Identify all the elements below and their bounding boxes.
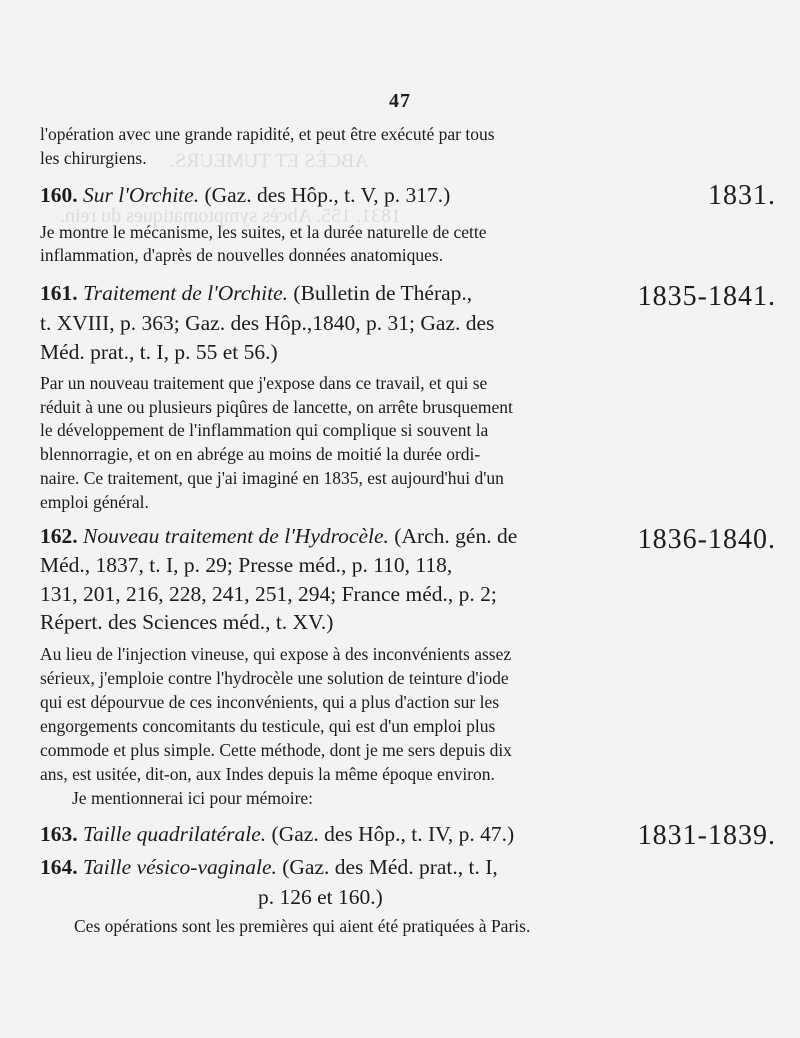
text-line: l'opération avec une grande rapidité, et peut être exécuté par tous (40, 124, 495, 144)
entry-title: Traitement de l'Orchite. (83, 281, 289, 305)
text-line: p. 126 et 160.) (258, 885, 383, 909)
text-line: Je mentionnerai ici pour mémoire: (72, 788, 314, 808)
text-line: Méd. prat., t. I, p. 55 et 56.) (40, 340, 278, 364)
entry-title: Nouveau traitement de l'Hydrocèle. (83, 524, 389, 548)
entry-title: Taille vésico-vaginale. (83, 855, 277, 879)
entry-161-year: 1835-1841. (637, 281, 776, 312)
entry-number: 160. (40, 183, 78, 207)
text-line: Répert. des Sciences méd., t. XV.) (40, 610, 334, 634)
text-line: Ces opérations sont les premières qui aient été pratiquées à Paris. (74, 916, 531, 936)
bleed-through-text: ABCÈS ET TUMEURS. (170, 150, 369, 172)
text-line: Je montre le mécanisme, les suites, et la durée naturelle de cette (40, 222, 487, 242)
entry-title: Sur l'Orchite. (83, 183, 200, 207)
entry-163-heading (40, 822, 514, 847)
text-line: emploi général. (40, 492, 149, 512)
text-line: naire. Ce traitement, que j'ai imaginé en 1835, est aujourd'hui d'un (40, 468, 504, 488)
entry-164-heading (40, 855, 498, 880)
entry-161-heading (40, 281, 472, 306)
entry-reference: (Gaz. des Hôp., t. V, p. 317.) (204, 183, 451, 207)
entry-number: 163. (40, 822, 78, 846)
text-line: les chirurgiens. (40, 148, 147, 168)
entry-number: 161. (40, 281, 78, 305)
text-line: qui est dépourvue de ces inconvénients, qui a plus d'action sur les (40, 692, 500, 712)
text-line: blennorragie, et on en abrége au moins de moitié la durée ordi- (40, 444, 481, 464)
text-line: Au lieu de l'injection vineuse, qui expose à des inconvénients assez (40, 644, 512, 664)
entry-162-year: 1836-1840. (637, 524, 776, 555)
entry-160-heading (40, 183, 450, 208)
text-line: 131, 201, 216, 228, 241, 251, 294; France méd., p. 2; (40, 582, 497, 606)
text-line: t. XVIII, p. 363; Gaz. des Hôp.,1840, p. 31; Gaz. des (40, 311, 495, 335)
entry-reference: (Bulletin de Thérap., (293, 281, 473, 305)
entry-160-year: 1831. (708, 180, 776, 211)
text-line: Méd., 1837, t. I, p. 29; Presse méd., p. 110, 118, (40, 553, 453, 577)
entry-reference: (Arch. gén. de (394, 524, 518, 548)
entry-title: Taille quadrilatérale. (83, 822, 267, 846)
text-line: sérieux, j'emploie contre l'hydrocèle une solution de teinture d'iode (40, 668, 509, 688)
page-number: 47 (389, 90, 411, 112)
text-line: Par un nouveau traitement que j'expose dans ce travail, et qui se (40, 373, 488, 393)
entry-number: 162. (40, 524, 78, 548)
entry-163-year: 1831-1839. (637, 820, 776, 851)
entry-number: 164. (40, 855, 78, 879)
text-line: ans, est usitée, dit-on, aux Indes depuis la même époque environ. (40, 764, 495, 784)
bleed-through-text: 1831. 155. Abcès symptomatiques du rein. (60, 205, 402, 227)
entry-reference: (Gaz. des Hôp., t. IV, p. 47.) (271, 822, 515, 846)
text-line: commode et plus simple. Cette méthode, dont je me sers depuis dix (40, 740, 512, 760)
text-line: le développement de l'inflammation qui complique si souvent la (40, 420, 489, 440)
text-line: réduit à une ou plusieurs piqûres de lancette, on arrête brusquement (40, 397, 513, 417)
text-line: engorgements concomitants du testicule, qui est d'un emploi plus (40, 716, 496, 736)
entry-reference: (Gaz. des Méd. prat., t. I, (282, 855, 498, 879)
text-line: inflammation, d'après de nouvelles données anatomiques. (40, 245, 444, 265)
entry-162-heading (40, 524, 517, 549)
